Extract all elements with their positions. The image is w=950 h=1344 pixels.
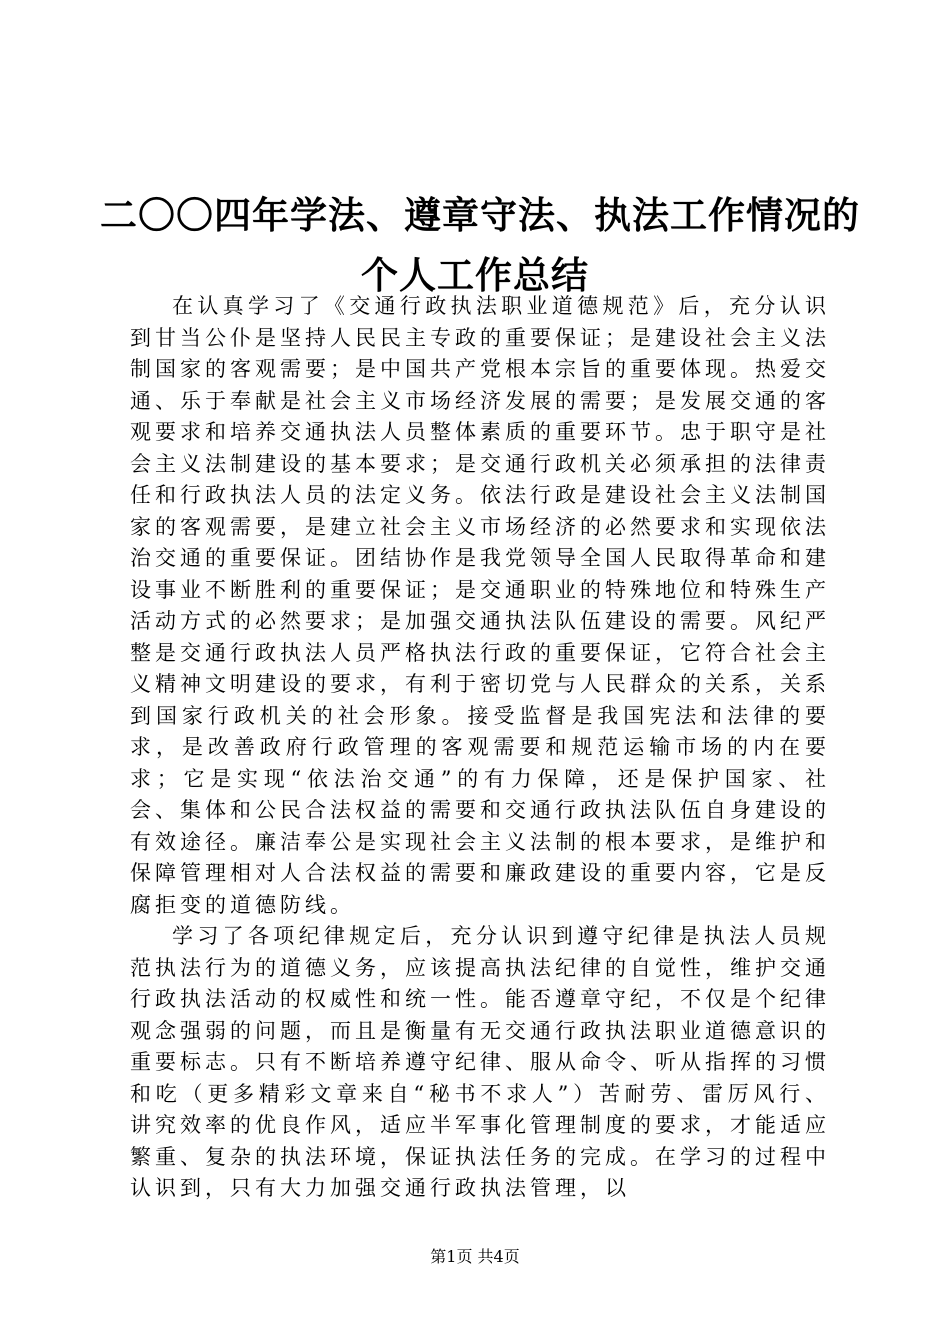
body-paragraph-1: 在认真学习了《交通行政执法职业道德规范》后，充分认识到甘当公仆是坚持人民民主专政的重要保证；是建设社会主义法制国家的客观需要；是中国共产党根本宗旨的重要体现。热爱交通、乐于奉献是社会主义市场经济发展的需要；是发展交通的客观要求和培养交通执法人员整体素质的重要环节。忠于职守是社会主义法制建设的基本要求；是交通行政机关必须承担的法律责任和行政执法人员的法定义务。依法行政是建设社会主义法制国家的客观需要，是建立社会主义市场经济的必然要求和实现依法治交通的重要保证。团结协作是我党领导全国人民取得革命和建设事业不断胜利的重要保证；是交通职业的特殊地位和特殊生产活动方式的必然要求；是加强交通执法队伍建设的需要。风纪严整是交通行政执法人员严格执法行政的重要保证，它符合社会主义精神文明建设的要求，有利于密切党与人民群众的关系，关系到国家行政机关的社会形象。接受监督是我国宪法和法律的要求，是改善政府行政管理的客观需要和规范运输市场的内在要求；它是实现“依法治交通”的有力保障，还是保护国家、社会、集体和公民合法权益的需要和交通行政执法队伍自身建设的有效途径。廉洁奉公是实现社会主义法制的根本要求，是维护和保障管理相对人合法权益的需要和廉政建设的重要内容，它是反腐拒变的道德防线。 — [130, 294, 830, 917]
page-footer-number: 第1页 共4页 — [430, 1247, 520, 1266]
document-body — [130, 291, 830, 1205]
document-title-line-1: 二〇〇四年学法、遵章守法、执法工作情况的 — [100, 194, 860, 237]
body-paragraph-2: 学习了各项纪律规定后，充分认识到遵守纪律是执法人员规范执法行为的道德义务，应该提高执法纪律的自觉性，维护交通行政执法活动的权威性和统一性。能否遵章守纪，不仅是个纪律观念强弱的问题，而且是衡量有无交通行政执法职业道德意识的重要标志。只有不断培养遵守纪律、服从命令、听从指挥的习惯和吃（更多精彩文章来自“秘书不求人”）苦耐劳、雷厉风行、讲究效率的优良作风，适应半军事化管理制度的要求，才能适应繁重、复杂的执法环境，保证执法任务的完成。在学习的过程中认识到，只有大力加强交通行政执法管理，以 — [130, 924, 830, 1200]
document-title-line-2: 个人工作总结 — [361, 254, 589, 297]
